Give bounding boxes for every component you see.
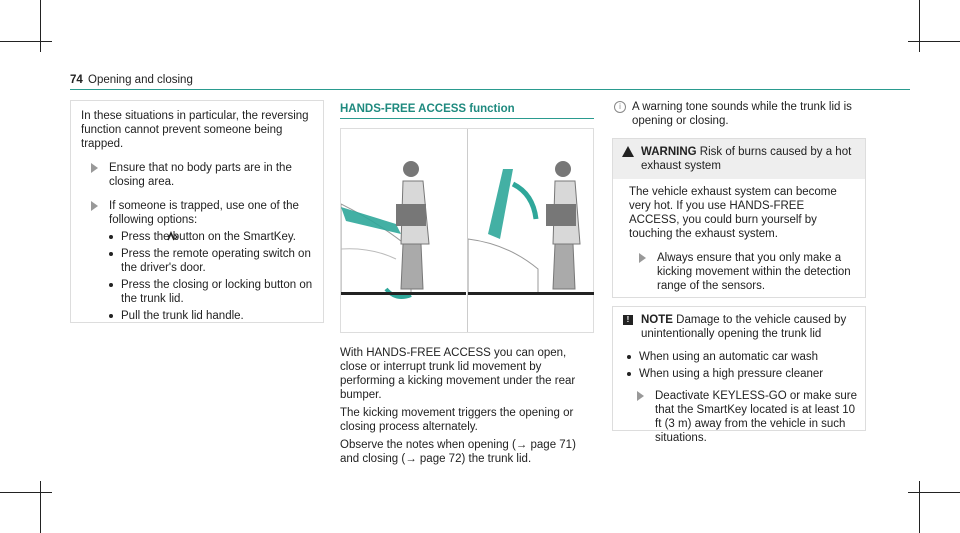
info-block bbox=[612, 100, 866, 128]
step-text: If someone is trapped, use one of the following options: bbox=[109, 200, 299, 226]
info-text: A warning tone sounds while the trunk lid is opening or closing. bbox=[632, 101, 852, 127]
step-1 bbox=[81, 161, 315, 189]
note-bullets bbox=[627, 350, 857, 381]
kick-opening-illustration bbox=[468, 129, 594, 332]
options-list bbox=[109, 230, 315, 323]
crop-mark bbox=[40, 0, 41, 52]
note-box bbox=[612, 306, 866, 444]
title-rule bbox=[340, 118, 594, 119]
list-item: Press the remote operating switch on the driver's door. bbox=[109, 247, 315, 275]
section-title: Opening and closing bbox=[88, 74, 193, 86]
note-step bbox=[627, 389, 857, 445]
kick-closing-illustration bbox=[341, 129, 466, 332]
crop-mark bbox=[0, 492, 52, 493]
list-item: When using an automatic car wash bbox=[627, 350, 857, 364]
step-text: Deactivate KEYLESS-GO or make sure that the SmartKey located is at least 10 ft (3 m) away from the vehicle in such situations. bbox=[655, 390, 857, 444]
option-text: Press the button on the SmartKey. bbox=[121, 231, 296, 243]
crop-mark bbox=[40, 481, 41, 533]
step-2 bbox=[81, 199, 315, 323]
list-item: Pull the trunk lid handle. bbox=[109, 309, 315, 323]
note-header bbox=[613, 307, 865, 345]
warning-triangle-icon bbox=[622, 146, 634, 157]
step-arrow-icon bbox=[91, 163, 98, 173]
note-exclamation-icon: ! bbox=[623, 315, 633, 325]
hands-free-illustration bbox=[340, 128, 594, 333]
page-number: 74 bbox=[70, 74, 83, 86]
crop-mark bbox=[0, 41, 52, 42]
step-arrow-icon bbox=[637, 391, 644, 401]
paragraph: With HANDS-FREE ACCESS you can open, close or interrupt trunk lid movement by performing a kicking movement under the rear bumper. bbox=[340, 347, 576, 401]
trap-info-box bbox=[70, 100, 324, 323]
crop-mark bbox=[919, 481, 920, 533]
hands-free-title: HANDS-FREE ACCESS function bbox=[340, 103, 515, 115]
warning-heading: Risk of burns caused by a hot exhaust system bbox=[641, 146, 852, 172]
hands-free-text bbox=[340, 346, 596, 470]
note-body bbox=[613, 345, 865, 451]
warning-body bbox=[613, 179, 865, 299]
warning-box bbox=[612, 138, 866, 298]
step-text: Ensure that no body parts are in the closing area. bbox=[109, 162, 292, 188]
list-item: When using a high pressure cleaner bbox=[627, 367, 857, 381]
info-note bbox=[612, 100, 866, 128]
header-rule bbox=[70, 89, 910, 90]
note-label: NOTE bbox=[641, 314, 673, 326]
crop-mark bbox=[908, 41, 960, 42]
intro-text: In these situations in particular, the reversing function cannot prevent someone being trapped. bbox=[81, 110, 309, 150]
paragraph: The kicking movement triggers the opening or closing process alternately. bbox=[340, 407, 574, 433]
list-item: Press the closing or locking button on the trunk lid. bbox=[109, 278, 315, 306]
step-arrow-icon bbox=[639, 253, 646, 263]
warning-label: WARNING bbox=[641, 146, 697, 158]
crop-mark bbox=[919, 0, 920, 52]
step-text: Always ensure that you only make a kicking movement within the detection range of the sensors. bbox=[657, 252, 851, 292]
info-icon: i bbox=[614, 101, 626, 113]
crop-mark bbox=[908, 492, 960, 493]
note-heading: Damage to the vehicle caused by unintentionally opening the trunk lid bbox=[641, 314, 847, 340]
warning-step bbox=[629, 251, 857, 293]
warning-header bbox=[613, 139, 865, 179]
warning-text: The vehicle exhaust system can become very hot. If you use HANDS-FREE ACCESS, you could burn yourself by touching the exhaust system. bbox=[629, 186, 837, 240]
list-item bbox=[109, 230, 315, 244]
trunk-icon bbox=[167, 231, 179, 242]
paragraph: Observe the notes when opening (→ page 71) and closing (→ page 72) the trunk lid. bbox=[340, 439, 576, 465]
step-arrow-icon bbox=[91, 201, 98, 211]
